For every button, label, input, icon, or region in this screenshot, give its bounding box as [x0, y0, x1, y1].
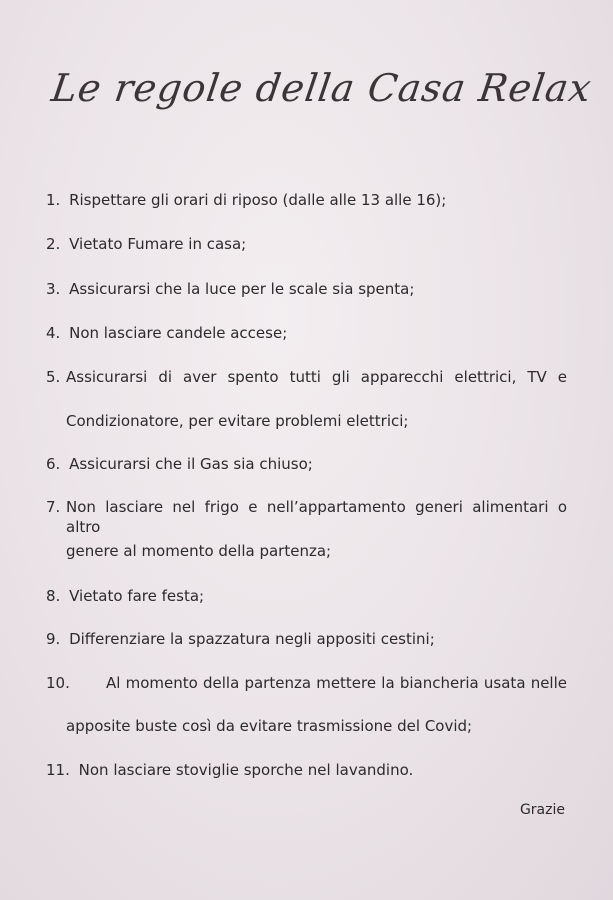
rule-item-1: [46, 190, 446, 210]
rule-number: 6.: [46, 455, 61, 473]
rule-number: 1.: [46, 191, 61, 209]
closing-text: Grazie: [519, 802, 565, 818]
rule-item-7: [46, 497, 60, 517]
rule-text: Assicurarsi che il Gas sia chiuso;: [69, 455, 313, 473]
rule-number: 2.: [46, 235, 61, 253]
rule-text: Rispettare gli orari di riposo (dalle alle 13 alle 16);: [69, 191, 447, 209]
rule-text: Non lasciare candele accese;: [69, 324, 288, 342]
rule-item-3: [46, 279, 414, 299]
rule-item-11: [46, 760, 413, 780]
rule-text: Vietato Fumare in casa;: [69, 235, 247, 253]
document-title: Le regole della Casa Relax: [48, 66, 595, 110]
rule-number: 9.: [46, 630, 61, 648]
rule-text-continued: genere al momento della partenza;: [66, 542, 332, 560]
rule-item-2: [46, 234, 246, 254]
rule-number: 7.: [46, 498, 61, 516]
rule-number: 11.: [46, 761, 70, 779]
rule-number: 8.: [46, 587, 61, 605]
rule-text: Assicurarsi che la luce per le scale sia spenta;: [69, 280, 415, 298]
rule-number: 5.: [46, 368, 61, 386]
rule-item-10: [46, 673, 70, 693]
rule-number: 3.: [46, 280, 61, 298]
rule-text: Differenziare la spazzatura negli appositi cestini;: [69, 630, 435, 648]
rule-item-8: [46, 586, 204, 606]
rule-text-continued: apposite buste così da evitare trasmissione del Covid;: [66, 717, 473, 735]
rule-item-4: [46, 323, 287, 343]
rule-text: Vietato fare festa;: [69, 587, 205, 605]
rule-text: Non lasciare nel frigo e nell’appartamento generi alimentari o altro: [66, 498, 567, 536]
rule-text: Assicurarsi di aver spento tutti gli apparecchi elettrici, TV e: [66, 368, 567, 386]
rule-number: 10.: [46, 674, 70, 692]
rule-item-5: [46, 367, 60, 387]
rule-number: 4.: [46, 324, 61, 342]
rule-text-continued: Condizionatore, per evitare problemi elettrici;: [66, 412, 409, 430]
rule-item-6: [46, 454, 313, 474]
rule-text: Al momento della partenza mettere la biancheria usata nelle: [106, 674, 567, 692]
rule-text: Non lasciare stoviglie sporche nel lavandino.: [78, 761, 414, 779]
rule-item-9: [46, 629, 435, 649]
